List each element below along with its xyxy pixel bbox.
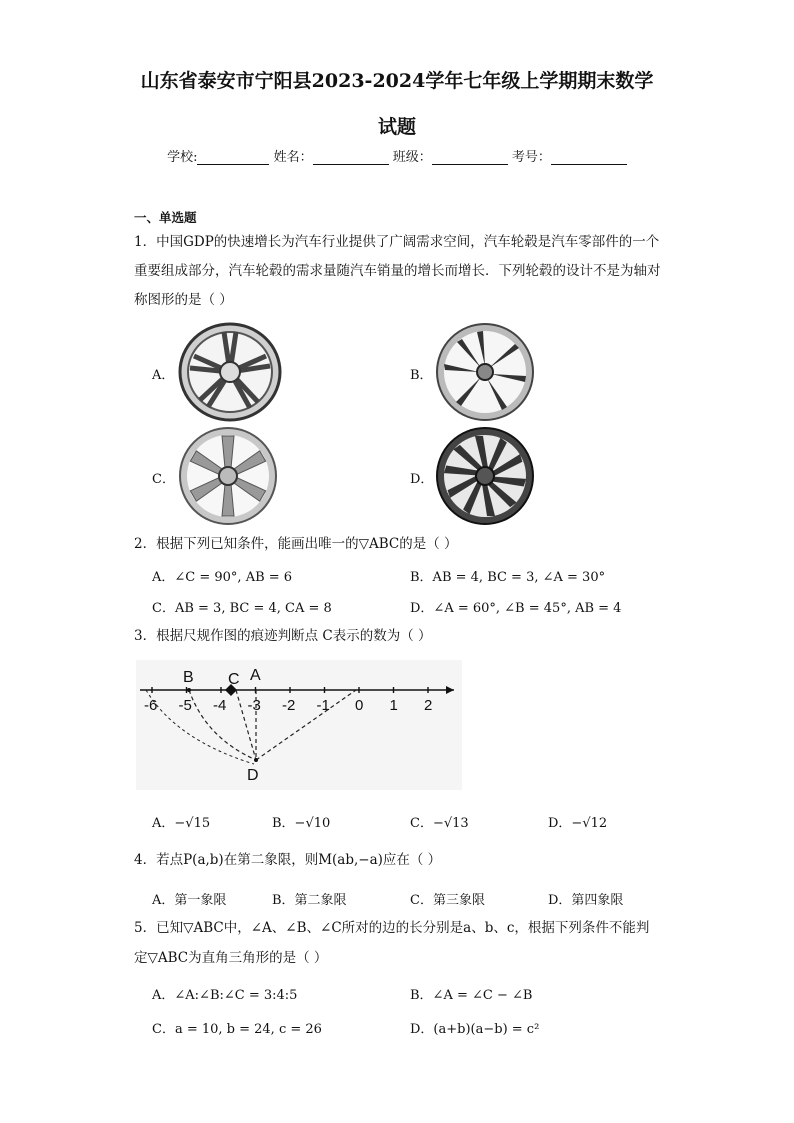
number-label: 考号： — [511, 150, 551, 165]
q5-option-b: B．∠A = ∠C − ∠B — [410, 988, 533, 1003]
tick-label: 2 — [424, 697, 433, 714]
tick-label: -4 — [213, 697, 227, 714]
tick-label: 0 — [355, 697, 364, 714]
q1-option-b-label: B． — [410, 368, 433, 383]
student-info — [0, 146, 794, 165]
q2-option-a: A．∠C = 90°, AB = 6 — [152, 570, 293, 585]
question-5-line1: 5．已知▽ABC中，∠A、∠B、∠C所对的边的长分别是a、b、c，根据下列条件不能判 — [134, 920, 650, 936]
class-field[interactable] — [432, 150, 508, 165]
question-1-text: 1．中国GDP的快速增长为汽车行业提供了广阔需求空间，汽车轮毂是汽车零部件的一个重要组成部分，汽车轮毂的需求量随汽车销量的增长而增长．下列轮毂的设计不是为轴对称图形的是（ ） — [134, 234, 661, 308]
q4-option-c: C．第三象限 — [410, 893, 485, 908]
tick-label: -3 — [247, 697, 261, 714]
number-field[interactable] — [551, 150, 627, 165]
label-a: A — [250, 667, 261, 684]
q3-option-d: D．−√12 — [548, 816, 608, 831]
tick-label: -5 — [178, 697, 192, 714]
page-title-line2: 试题 — [377, 116, 416, 138]
name-field[interactable] — [313, 150, 389, 165]
q3-option-c: C．−√13 — [410, 816, 469, 831]
class-label: 班级： — [392, 150, 432, 165]
label-c: C — [228, 671, 240, 688]
q3-option-a: A．−√15 — [152, 816, 211, 831]
point-b-marker — [187, 688, 191, 692]
school-label: 学校: — [167, 150, 198, 165]
q5-option-a: A．∠A:∠B:∠C = 3:4:5 — [152, 988, 298, 1003]
q4-option-d: D．第四象限 — [548, 893, 624, 908]
number-line-figure — [136, 660, 462, 790]
tick-label: -2 — [282, 697, 296, 714]
label-d: D — [247, 767, 259, 784]
question-5-line2: 定▽ABC为直角三角形的是（ ） — [134, 950, 328, 966]
wheel-c-image — [176, 426, 280, 526]
tick-label: -1 — [316, 697, 330, 714]
question-3-text: 3．根据尺规作图的痕迹判断点 C表示的数为（ ） — [134, 628, 432, 644]
q5-option-c: C．a = 10, b = 24, c = 26 — [152, 1022, 322, 1037]
point-d-marker — [254, 758, 258, 762]
question-2-text: 2．根据下列已知条件，能画出唯一的▽ABC的是（ ） — [134, 536, 458, 552]
question-4-text: 4．若点P(a,b)在第二象限，则M(ab,−a)应在（ ） — [134, 852, 442, 868]
tick-label: 1 — [389, 697, 398, 714]
section-heading: 一、单选题 — [134, 210, 197, 225]
q3-option-b: B．−√10 — [272, 816, 331, 831]
label-b: B — [183, 669, 194, 686]
q4-option-a: A．第一象限 — [152, 893, 227, 908]
q1-option-a-label: A． — [152, 368, 175, 383]
name-label: 姓名： — [273, 150, 313, 165]
q2-option-d: D．∠A = 60°, ∠B = 45°, AB = 4 — [410, 601, 622, 616]
tick-label: -6 — [144, 697, 158, 714]
q2-option-b: B．AB = 4, BC = 3, ∠A = 30° — [410, 570, 606, 585]
q5-option-d: D．(a+b)(a−b) = c² — [410, 1022, 540, 1037]
q1-option-c-label: C． — [152, 472, 175, 487]
page-title: 山东省泰安市宁阳县2023-2024学年七年级上学期期末数学 — [140, 70, 654, 92]
wheel-d-image — [433, 426, 537, 526]
wheel-a-image — [178, 322, 282, 422]
q1-option-d-label: D． — [410, 472, 434, 487]
school-field[interactable] — [197, 150, 269, 165]
q4-option-b: B．第二象限 — [272, 893, 347, 908]
wheel-b-image — [433, 322, 537, 422]
q2-option-c: C．AB = 3, BC = 4, CA = 8 — [152, 601, 332, 616]
